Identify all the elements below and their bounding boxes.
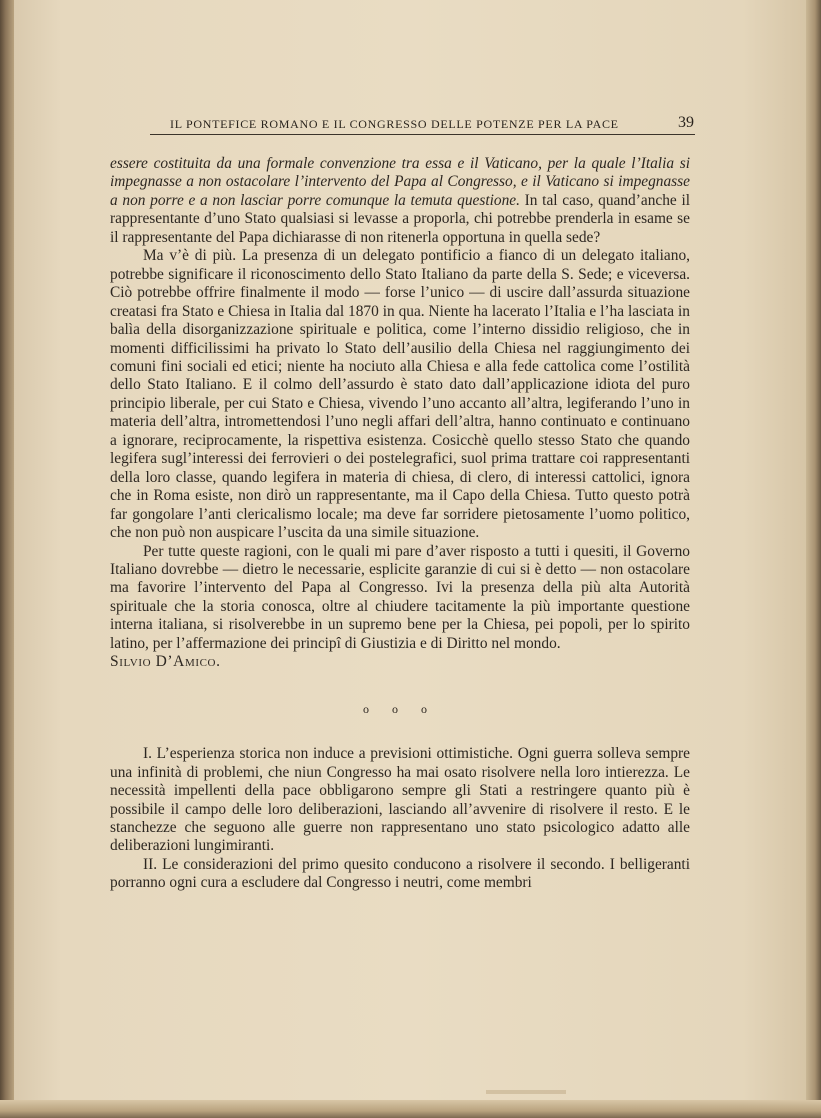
article-text <box>110 155 690 893</box>
second-article-paragraph-1: I. L’esperienza storica non induce a previsioni ottimistiche. Ogni guerra solleva sempre una infinità di problemi, che niun Congresso ha mai osato risolvere nella loro intierezza. Le necessità impellenti della pace obbligarono sempre gli Stati a restringere quanto più è possibile il campo delle loro deliberazioni, lasciando all’avvenire di risolvere il resto. E le stanchezze che seguono alle guerre non rappresentano uno stato psicologico adatto alle deliberazioni lungimiranti. <box>110 745 690 855</box>
article-paragraph-3: Per tutte queste ragioni, con le quali mi pare d’aver risposto a tutti i quesiti, il Governo Italiano dovrebbe — dietro le necessarie, esplicite garanzie di cui si è detto — non ostacolare ma favorire l’intervento del Papa al Congresso. Ivi la presenza della più alta Autorità spirituale che la storia conosca, oltre al chiudere tacitamente la più importante questione interna italiana, si risolverebbe in un supremo bene per la Chiesa, pei popoli, per lo spirito latino, per l’affermazione dei principî di Giustizia e di Diritto nel mondo. <box>110 542 690 652</box>
second-article-paragraph-2: II. Le considerazioni del primo quesito conducono a risolvere il secondo. I belligeranti porranno ogni cura a escludere dal Congresso i neutri, come membri <box>110 855 690 892</box>
article-opening-paragraph <box>110 155 690 247</box>
book-page <box>14 0 806 1118</box>
section-separator: o o o <box>363 701 437 716</box>
running-title: IL PONTEFICE ROMANO E IL CONGRESSO DELLE POTENZE PER LA PACE <box>170 117 619 131</box>
page-right-edge <box>806 0 821 1118</box>
paper-smudge <box>486 1090 566 1094</box>
page-binding-edge <box>0 0 14 1118</box>
article-paragraph-2: Ma v’è di più. La presenza di un delegato pontificio a fianco di un delegato italiano, potrebbe significare il riconoscimento dello Stato Italiano da parte della S. Sede; e viceversa. Ciò potrebbe offrire finalmente il modo — forse l’unico — di uscire dall’assurda situazione creatasi fra Stato e Chiesa in Italia dal 1870 in qua. Niente ha lacerato l’Italia e l’ha lasciata in balìa della disorganizzazione spirituale e politica, come l’interno dissidio religioso, che in momenti difficilissimi ha privato lo Stato dell’ausilio della Chiesa nel raggiungimento dei comuni fini sociali ed etici; niente ha nociuto alla Chiesa e alla fede cattolica come l’ostilità dello Stato Italiano. E il colmo dell’assurdo è stato dato dall’applicazione idiota del puro principio liberale, per cui Stato e Chiesa, vivendo l’uno accanto all’altra, legiferando l’uno in materia dell’altra, intromettendosi l’uno negli affari dell’altra, hanno continuato e continuano a ignorare, reciprocamente, la rispettiva esistenza. Cosicchè quello stesso Stato che quando legifera sugl’interessi dei ferrovieri o dei postelegrafici, suol prima trattare coi rappresentanti della loro classe, quando legifera in materia di chiesa, di clero, di interessi cattolici, ignora che in Roma esiste, non dirò un rappresentante, ma il Capo della Chiesa. Tutto questo potrà far gongolare l’anti clericalismo locale; ma deve far sorridere pietosamente l’uomo politico, che non può non auspicare l’uscita da una simile situazione. <box>110 247 690 542</box>
running-header <box>150 112 695 135</box>
page-number: 39 <box>678 114 694 131</box>
opening-italic-text: essere costituita da una formale convenzione tra essa e il Vaticano, per la quale l’Italia si impegnasse a non ostacolare l’intervento del Papa al Congresso, e il Vaticano si impegnasse a non porre e a non lasciar porre comunque la temuta questione. <box>110 155 690 209</box>
page-bottom-edge <box>0 1100 821 1118</box>
opening-rest-text: In tal caso, quand’anche il rappresentante d’uno Stato qualsiasi si levasse a proporla, chi potrebbe prenderla in esame se il rappresentante del Papa dichiarasse di non ritenerla opportuna in quella sede? <box>110 191 690 246</box>
author-signature: Silvio D’Amico. <box>110 653 221 671</box>
